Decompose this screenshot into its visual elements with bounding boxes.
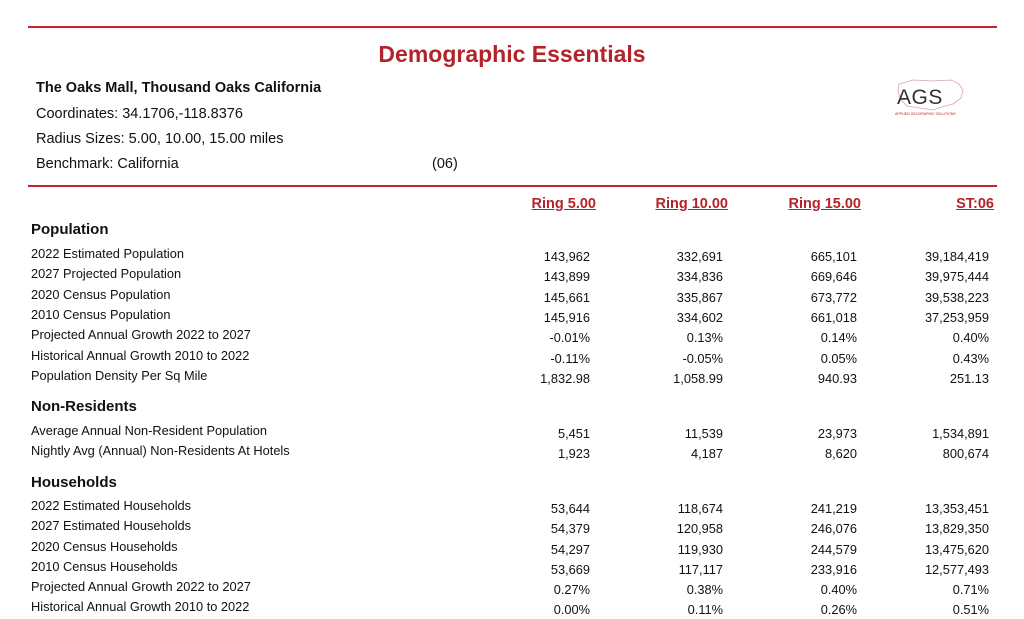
- row-label: 2027 Estimated Households: [31, 518, 192, 533]
- table-row: [0, 307, 1024, 327]
- row-label: 2022 Estimated Households: [31, 498, 192, 513]
- row-label: 2020 Census Households: [31, 539, 178, 554]
- coordinates-text: Coordinates: 34.1706,-118.8376: [36, 106, 243, 122]
- column-header-ring-10: Ring 10.00: [655, 196, 728, 212]
- table-row: [0, 423, 1024, 443]
- radius-sizes-text: Radius Sizes: 5.00, 10.00, 15.00 miles: [36, 131, 284, 147]
- cell-state: 37,253,959: [924, 310, 989, 325]
- table-row: [0, 246, 1024, 266]
- row-label: Population Density Per Sq Mile: [31, 368, 208, 383]
- cell-ring-15: 241,219: [810, 501, 857, 516]
- location-name: The Oaks Mall, Thousand Oaks California: [36, 80, 322, 96]
- cell-ring-5: 0.00%: [553, 602, 590, 617]
- ags-logo: [893, 76, 971, 120]
- cell-ring-10: 0.38%: [686, 582, 723, 597]
- section-heading-population: Population: [31, 221, 109, 238]
- cell-state: 13,829,350: [924, 521, 989, 536]
- section-heading-non-residents: Non-Residents: [31, 398, 137, 415]
- cell-ring-15: 0.40%: [820, 582, 857, 597]
- cell-ring-15: 23,973: [817, 426, 857, 441]
- top-rule: [28, 26, 997, 28]
- cell-ring-10: 334,836: [676, 269, 723, 284]
- row-label: Projected Annual Growth 2022 to 2027: [31, 579, 251, 594]
- cell-ring-5: 54,297: [550, 542, 590, 557]
- cell-ring-10: 4,187: [690, 446, 723, 461]
- cell-ring-15: 0.05%: [820, 351, 857, 366]
- cell-ring-5: 143,962: [543, 249, 590, 264]
- table-row: [0, 348, 1024, 368]
- cell-ring-10: 120,958: [676, 521, 723, 536]
- row-label: Average Annual Non-Resident Population: [31, 423, 267, 438]
- cell-ring-5: 53,669: [550, 562, 590, 577]
- cell-ring-10: 0.11%: [687, 602, 723, 617]
- cell-ring-5: 143,899: [543, 269, 590, 284]
- cell-ring-10: 11,539: [684, 426, 723, 441]
- cell-ring-5: 54,379: [550, 521, 590, 536]
- cell-ring-10: 332,691: [676, 249, 723, 264]
- cell-ring-5: -0.11%: [550, 351, 590, 366]
- cell-ring-15: 669,646: [810, 269, 857, 284]
- row-label: Historical Annual Growth 2010 to 2022: [31, 599, 250, 614]
- cell-ring-10: 119,930: [677, 542, 723, 557]
- cell-state: 1,534,891: [932, 426, 989, 441]
- table-row: [0, 443, 1024, 463]
- cell-ring-15: 673,772: [810, 290, 857, 305]
- table-row: [0, 599, 1024, 619]
- header-divider: [28, 185, 997, 187]
- cell-ring-15: 940.93: [817, 371, 857, 386]
- cell-ring-10: 118,674: [677, 501, 723, 516]
- row-label: 2010 Census Households: [31, 559, 178, 574]
- cell-ring-5: 5,451: [557, 426, 590, 441]
- column-header-ring-5: Ring 5.00: [531, 196, 596, 212]
- row-label: Projected Annual Growth 2022 to 2027: [31, 327, 251, 342]
- benchmark-text: Benchmark: California: [36, 156, 179, 172]
- cell-ring-15: 246,076: [810, 521, 857, 536]
- cell-ring-5: 145,916: [543, 310, 590, 325]
- table-row: [0, 287, 1024, 307]
- cell-state: 13,353,451: [924, 501, 989, 516]
- cell-ring-15: 233,916: [810, 562, 857, 577]
- cell-ring-10: 335,867: [676, 290, 723, 305]
- cell-ring-10: 1,058.99: [673, 371, 723, 386]
- cell-ring-10: 117,117: [678, 562, 723, 577]
- cell-ring-5: 53,644: [550, 501, 590, 516]
- cell-state: 0.51%: [952, 602, 989, 617]
- cell-ring-15: 8,620: [824, 446, 857, 461]
- row-label: Historical Annual Growth 2010 to 2022: [31, 348, 250, 363]
- cell-state: 800,674: [942, 446, 989, 461]
- benchmark-code: (06): [432, 156, 458, 172]
- row-label: 2020 Census Population: [31, 287, 171, 302]
- logo-text: AGS: [897, 86, 943, 109]
- row-label: 2010 Census Population: [31, 307, 171, 322]
- cell-state: 0.40%: [952, 330, 989, 345]
- cell-state: 0.43%: [952, 351, 989, 366]
- cell-state: 39,538,223: [924, 290, 989, 305]
- table-row: [0, 539, 1024, 559]
- cell-ring-15: 244,579: [810, 542, 857, 557]
- cell-ring-15: 0.26%: [820, 602, 857, 617]
- table-row: [0, 579, 1024, 599]
- cell-ring-15: 0.14%: [820, 330, 857, 345]
- cell-state: 13,475,620: [924, 542, 989, 557]
- cell-ring-5: -0.01%: [549, 330, 590, 345]
- section-heading-households: Households: [31, 474, 117, 491]
- cell-ring-5: 0.27%: [553, 582, 590, 597]
- logo-subtext: APPLIED GEOGRAPHIC SOLUTIONS: [895, 112, 956, 116]
- table-row: [0, 368, 1024, 388]
- table-row: [0, 518, 1024, 538]
- table-row: [0, 327, 1024, 347]
- column-header-state: ST:06: [956, 196, 994, 212]
- row-label: 2027 Projected Population: [31, 266, 182, 281]
- cell-state: 0.71%: [952, 582, 989, 597]
- row-label: Nightly Avg (Annual) Non-Residents At Hotels: [31, 443, 290, 458]
- cell-state: 39,184,419: [924, 249, 989, 264]
- cell-ring-15: 665,101: [810, 249, 857, 264]
- report-title: Demographic Essentials: [378, 41, 646, 67]
- cell-ring-15: 661,018: [810, 310, 857, 325]
- cell-ring-10: 334,602: [676, 310, 723, 325]
- cell-state: 251.13: [949, 371, 989, 386]
- table-row: [0, 498, 1024, 518]
- table-row: [0, 559, 1024, 579]
- cell-state: 12,577,493: [924, 562, 989, 577]
- row-label: 2022 Estimated Population: [31, 246, 184, 261]
- table-row: [0, 266, 1024, 286]
- cell-ring-10: 0.13%: [686, 330, 723, 345]
- column-header-ring-15: Ring 15.00: [788, 196, 861, 212]
- cell-ring-5: 1,923: [557, 446, 590, 461]
- cell-ring-5: 1,832.98: [540, 371, 590, 386]
- cell-ring-5: 145,661: [543, 290, 590, 305]
- cell-ring-10: -0.05%: [682, 351, 723, 366]
- cell-state: 39,975,444: [924, 269, 989, 284]
